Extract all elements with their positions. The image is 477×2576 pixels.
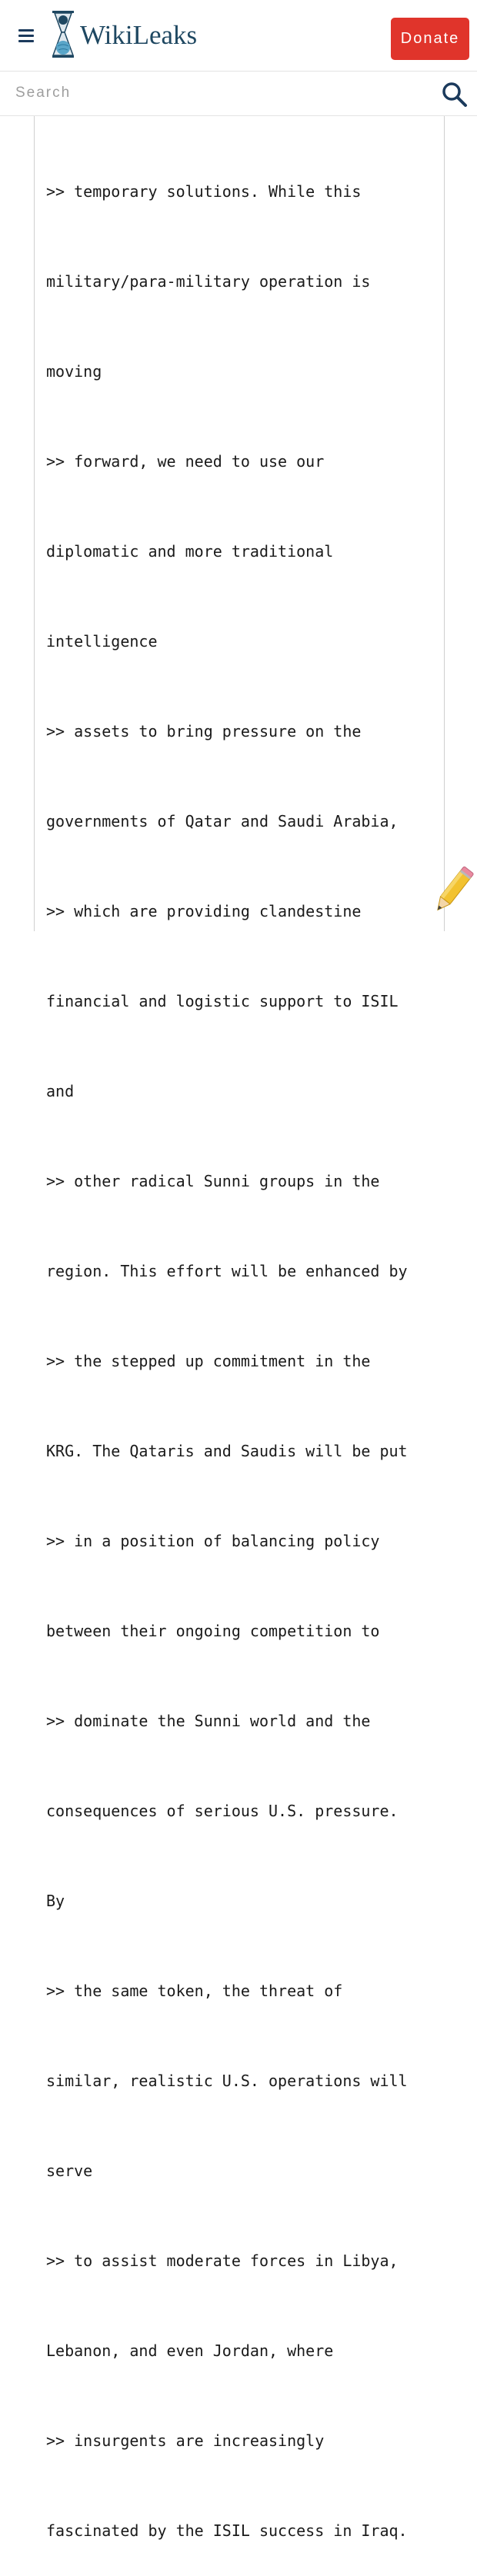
pencil-icon [431, 863, 474, 920]
email-line: KRG. The Qataris and Saudis will be put [46, 1442, 408, 1460]
search-icon[interactable] [442, 82, 468, 108]
email-line: Lebanon, and even Jordan, where [46, 2341, 334, 2360]
email-line: >> the same token, the threat of [46, 1982, 343, 2000]
email-line: moving [46, 362, 102, 381]
email-line: >> forward, we need to use our [46, 452, 325, 471]
email-body [46, 117, 431, 2576]
email-line: similar, realistic U.S. operations will [46, 2072, 408, 2090]
email-line: governments of Qatar and Saudi Arabia, [46, 812, 399, 830]
email-line: diplomatic and more traditional [46, 542, 334, 561]
menu-icon[interactable] [18, 29, 35, 43]
site-header [0, 0, 477, 72]
email-line: fascinated by the ISIL success in Iraq. [46, 2521, 408, 2540]
email-line: >> dominate the Sunni world and the [46, 1712, 371, 1730]
email-line: consequences of serious U.S. pressure. [46, 1802, 399, 1820]
search-bar [0, 72, 477, 116]
email-line: serve [46, 2162, 93, 2180]
email-line: >> temporary solutions. While this [46, 182, 362, 201]
donate-button[interactable]: Donate [391, 18, 469, 60]
email-line: region. This effort will be enhanced by [46, 1262, 408, 1280]
email-line: intelligence [46, 632, 158, 651]
email-line: >> which are providing clandestine [46, 902, 362, 920]
email-line: >> insurgents are increasingly [46, 2431, 325, 2450]
email-line: >> in a position of balancing policy [46, 1532, 380, 1550]
email-line: >> other radical Sunni groups in the [46, 1172, 380, 1190]
email-line: between their ongoing competition to [46, 1622, 380, 1640]
email-line: military/para-military operation is [46, 272, 371, 291]
email-line: >> to assist moderate forces in Libya, [46, 2252, 399, 2270]
logo-wordmark[interactable]: WikiLeaks [80, 20, 198, 50]
email-line: >> the stepped up commitment in the [46, 1352, 371, 1370]
logo-icon[interactable] [51, 9, 75, 60]
search-input[interactable] [15, 79, 431, 107]
email-line: By [46, 1892, 65, 1910]
email-line: and [46, 1082, 75, 1100]
email-line: >> assets to bring pressure on the [46, 722, 362, 741]
email-line: financial and logistic support to ISIL [46, 992, 399, 1010]
